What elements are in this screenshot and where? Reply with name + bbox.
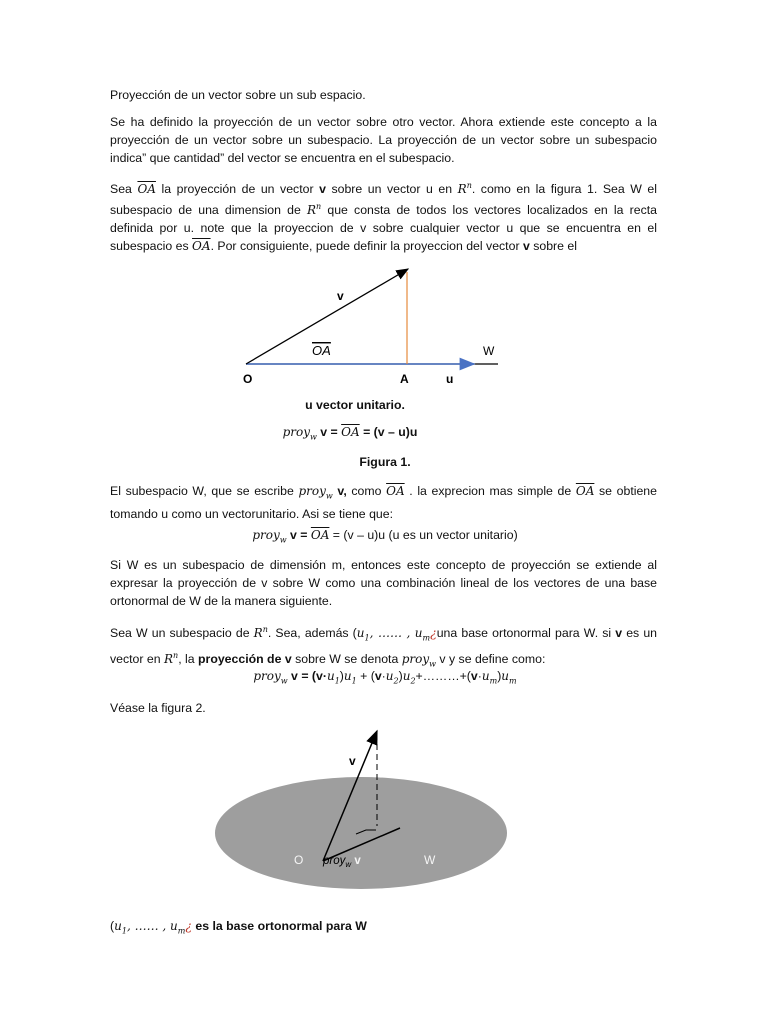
projection-formula-unit: proy$_w$ $v = \overline{OA} = (v - u)u$ (u es un vector unitario) [252,528,518,545]
oa-symbol: $\overline{OA}$ [192,239,211,253]
figure1-label-a: A [400,372,409,386]
basis-footer: ($u_1$, …… , $u_m¿$ es la base ortonormal para W [110,919,367,936]
figure2-label-w: W [424,853,436,867]
orthonormal-paragraph: Sea W un subespacio de $R^n$. Sea, además ($u_1$, …… , $u_m¿una$ base ortonormal para W. si v es un vector en $R^n$, la proyección de v sobre W se denota proy$_w$ v y se define como: [110,625,658,669]
figure2-label-v: v [349,754,356,768]
figure1-unit-caption: u vector unitario. [305,398,405,412]
figure1-formula: proy$_w$ $v = \overline{OA} = (v - u)u$ [282,425,418,442]
figure1-label-w: W [483,344,495,358]
rn-symbol: $R^n$ [306,202,322,217]
definition-paragraph: Sea $\overline{OA}$ la proyección de un vector v sobre un vector u en $R^n$. como en la figura 1. Sea W el subespacio de una dimension de $R^n$ que consta de todos los vectores localizados en la recta definida por u. note que la proyeccion de v sobre cualquier vector u que se encuentra en el subespacio es $\overline{OA}$. Por consiguiente, puede definir la proyeccion del vector v sobre el [110,181,657,253]
rn-symbol: $R^n$ [457,181,472,196]
subspace-paragraph: El subespacio W, que se escribe proy$_w$ v, como $\overline{OA}$ . la exprecion mas simple de $\overline{OA}$ se obtiene tomando u como un vectorunitario. Asi se tiene que: [110,484,657,522]
figure-1-diagram [230,260,520,390]
dimension-m-paragraph: Si W es un subespacio de dimensión m, entonces este concepto de proyección se extiende al expresar la proyección de v sobre W como una combinación lineal de los vectores de una base ortonormal de W de la manera siguiente. [110,558,657,608]
figure2-label-o: O [294,853,304,867]
section-title: Proyección de un vector sobre un sub espacio. [110,88,366,102]
figure1-label-v: v [337,289,344,303]
figure1-label-oa: OA [312,343,331,358]
subspace-plane [215,777,507,889]
figure2-reference: Véase la figura 2. [110,701,206,715]
figure2-label-proy: proy$_w$ v [323,855,361,869]
figure1-label-o: O [243,372,253,386]
projection-formula-general: proy$_w$ $v = (v\cdot u_1)u_1$ + $(v\cdot u_2)u_2+\dots\dots\dots+(v\cdot u_m)u_m$ [253,669,517,686]
figure-2-diagram [210,722,520,894]
oa-symbol: $\overline{OA}$ [137,182,156,196]
intro-paragraph: Se ha definido la proyección de un vector sobre otro vector. Ahora extiende este concepto a la proyección de un vector sobre un subespacio. La proyección de un vector sobre un subespacio indica” que cantidad” del vector se encuentra en el subespacio. [110,115,657,165]
figure1-caption: Figura 1. [359,455,411,469]
figure1-label-u: u [446,372,454,386]
